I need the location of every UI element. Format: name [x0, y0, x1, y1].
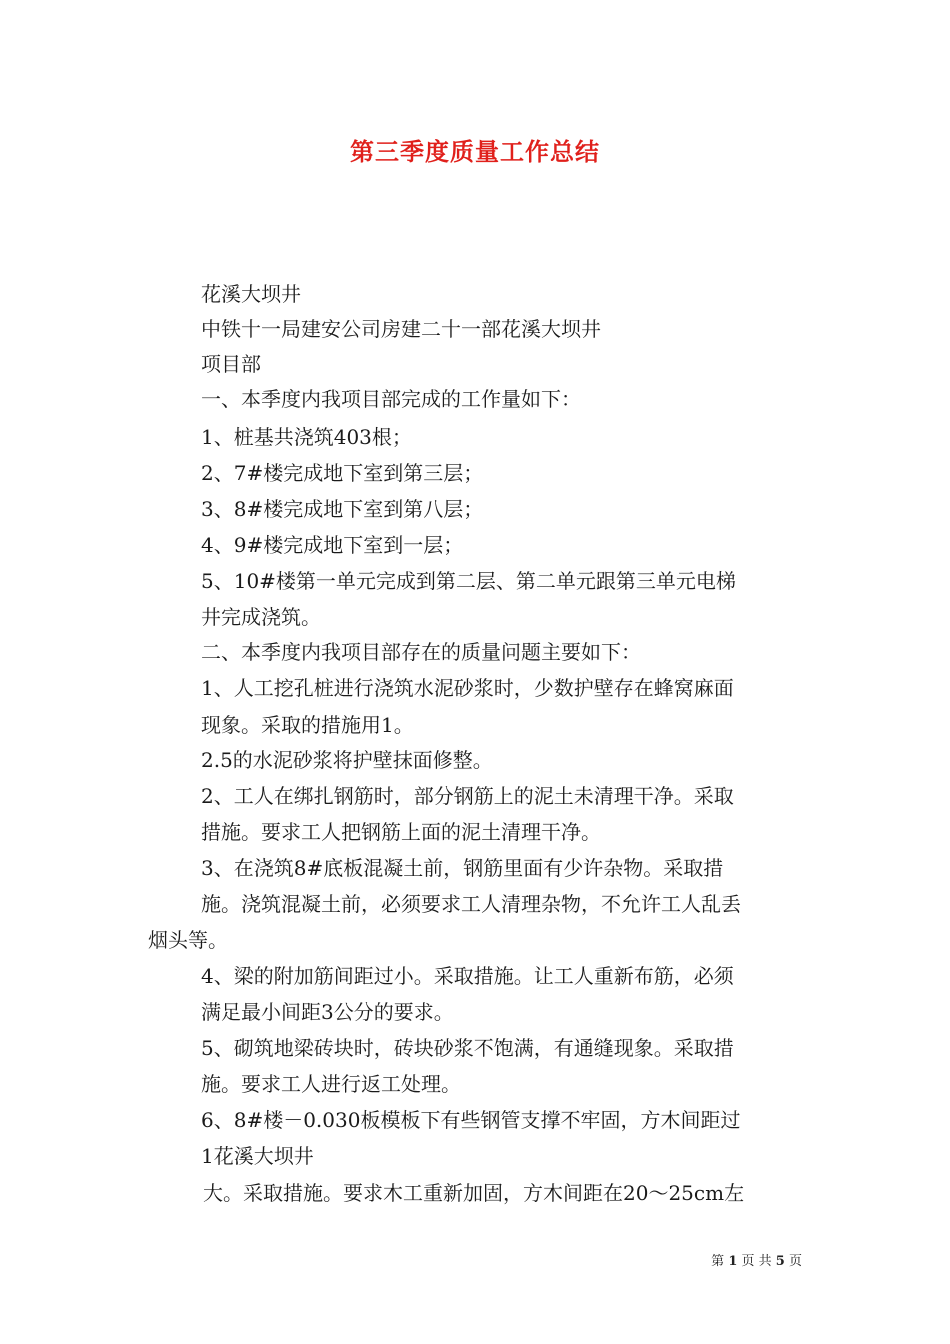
text-line: 一、本季度内我项目部完成的工作量如下：	[201, 387, 581, 411]
text-line: 现象。采取的措施用1。	[201, 713, 414, 737]
text-line: 二、本季度内我项目部存在的质量问题主要如下：	[201, 640, 641, 664]
footer-total-pages: 5	[775, 1254, 785, 1269]
text-line: 中铁十一局建安公司房建二十一部花溪大坝井	[201, 317, 601, 341]
text-line: 施。浇筑混凝土前，必须要求工人清理杂物，不允许工人乱丢	[201, 892, 741, 916]
text-line: 2、工人在绑扎钢筋时，部分钢筋上的泥土未清理干净。采取	[201, 784, 734, 808]
text-line: 3、在浇筑8#底板混凝土前，钢筋里面有少许杂物。采取措	[201, 856, 724, 880]
footer-suffix: 页	[788, 1254, 802, 1269]
text-line: 2、7#楼完成地下室到第三层；	[201, 461, 484, 485]
text-line: 满足最小间距3公分的要求。	[201, 1000, 454, 1024]
text-line: 5、10#楼第一单元完成到第二层、第二单元跟第三单元电梯	[201, 569, 736, 593]
text-line: 4、9#楼完成地下室到一层；	[201, 533, 464, 557]
text-line: 1、桩基共浇筑403根；	[201, 425, 412, 449]
text-line: 5、砌筑地梁砖块时，砖块砂浆不饱满，有通缝现象。采取措	[201, 1036, 734, 1060]
text-line: 措施。要求工人把钢筋上面的泥土清理干净。	[201, 820, 601, 844]
footer-middle: 页 共	[741, 1254, 772, 1269]
text-line: 1花溪大坝井	[201, 1144, 314, 1168]
text-line: 井完成浇筑。	[201, 605, 321, 629]
text-line: 4、梁的附加筋间距过小。采取措施。让工人重新布筋，必须	[201, 964, 734, 988]
text-line: 花溪大坝井	[201, 282, 301, 306]
document-title: 第三季度质量工作总结	[350, 137, 600, 166]
text-line: 2.5的水泥砂浆将护壁抹面修整。	[201, 748, 493, 772]
page-footer	[711, 1250, 802, 1269]
text-line: 项目部	[201, 352, 261, 376]
text-line: 6、8#楼－0.030板模板下有些钢管支撑不牢固，方木间距过	[201, 1108, 741, 1132]
text-line: 烟头等。	[148, 928, 228, 952]
footer-prefix: 第	[711, 1254, 725, 1269]
footer-page-number: 1	[728, 1254, 738, 1269]
text-line: 大。采取措施。要求木工重新加固，方木间距在20～25cm左	[203, 1181, 745, 1205]
text-line: 施。要求工人进行返工处理。	[201, 1072, 461, 1096]
text-line: 3、8#楼完成地下室到第八层；	[201, 497, 484, 521]
text-line: 1、人工挖孔桩进行浇筑水泥砂浆时，少数护壁存在蜂窝麻面	[201, 676, 734, 700]
